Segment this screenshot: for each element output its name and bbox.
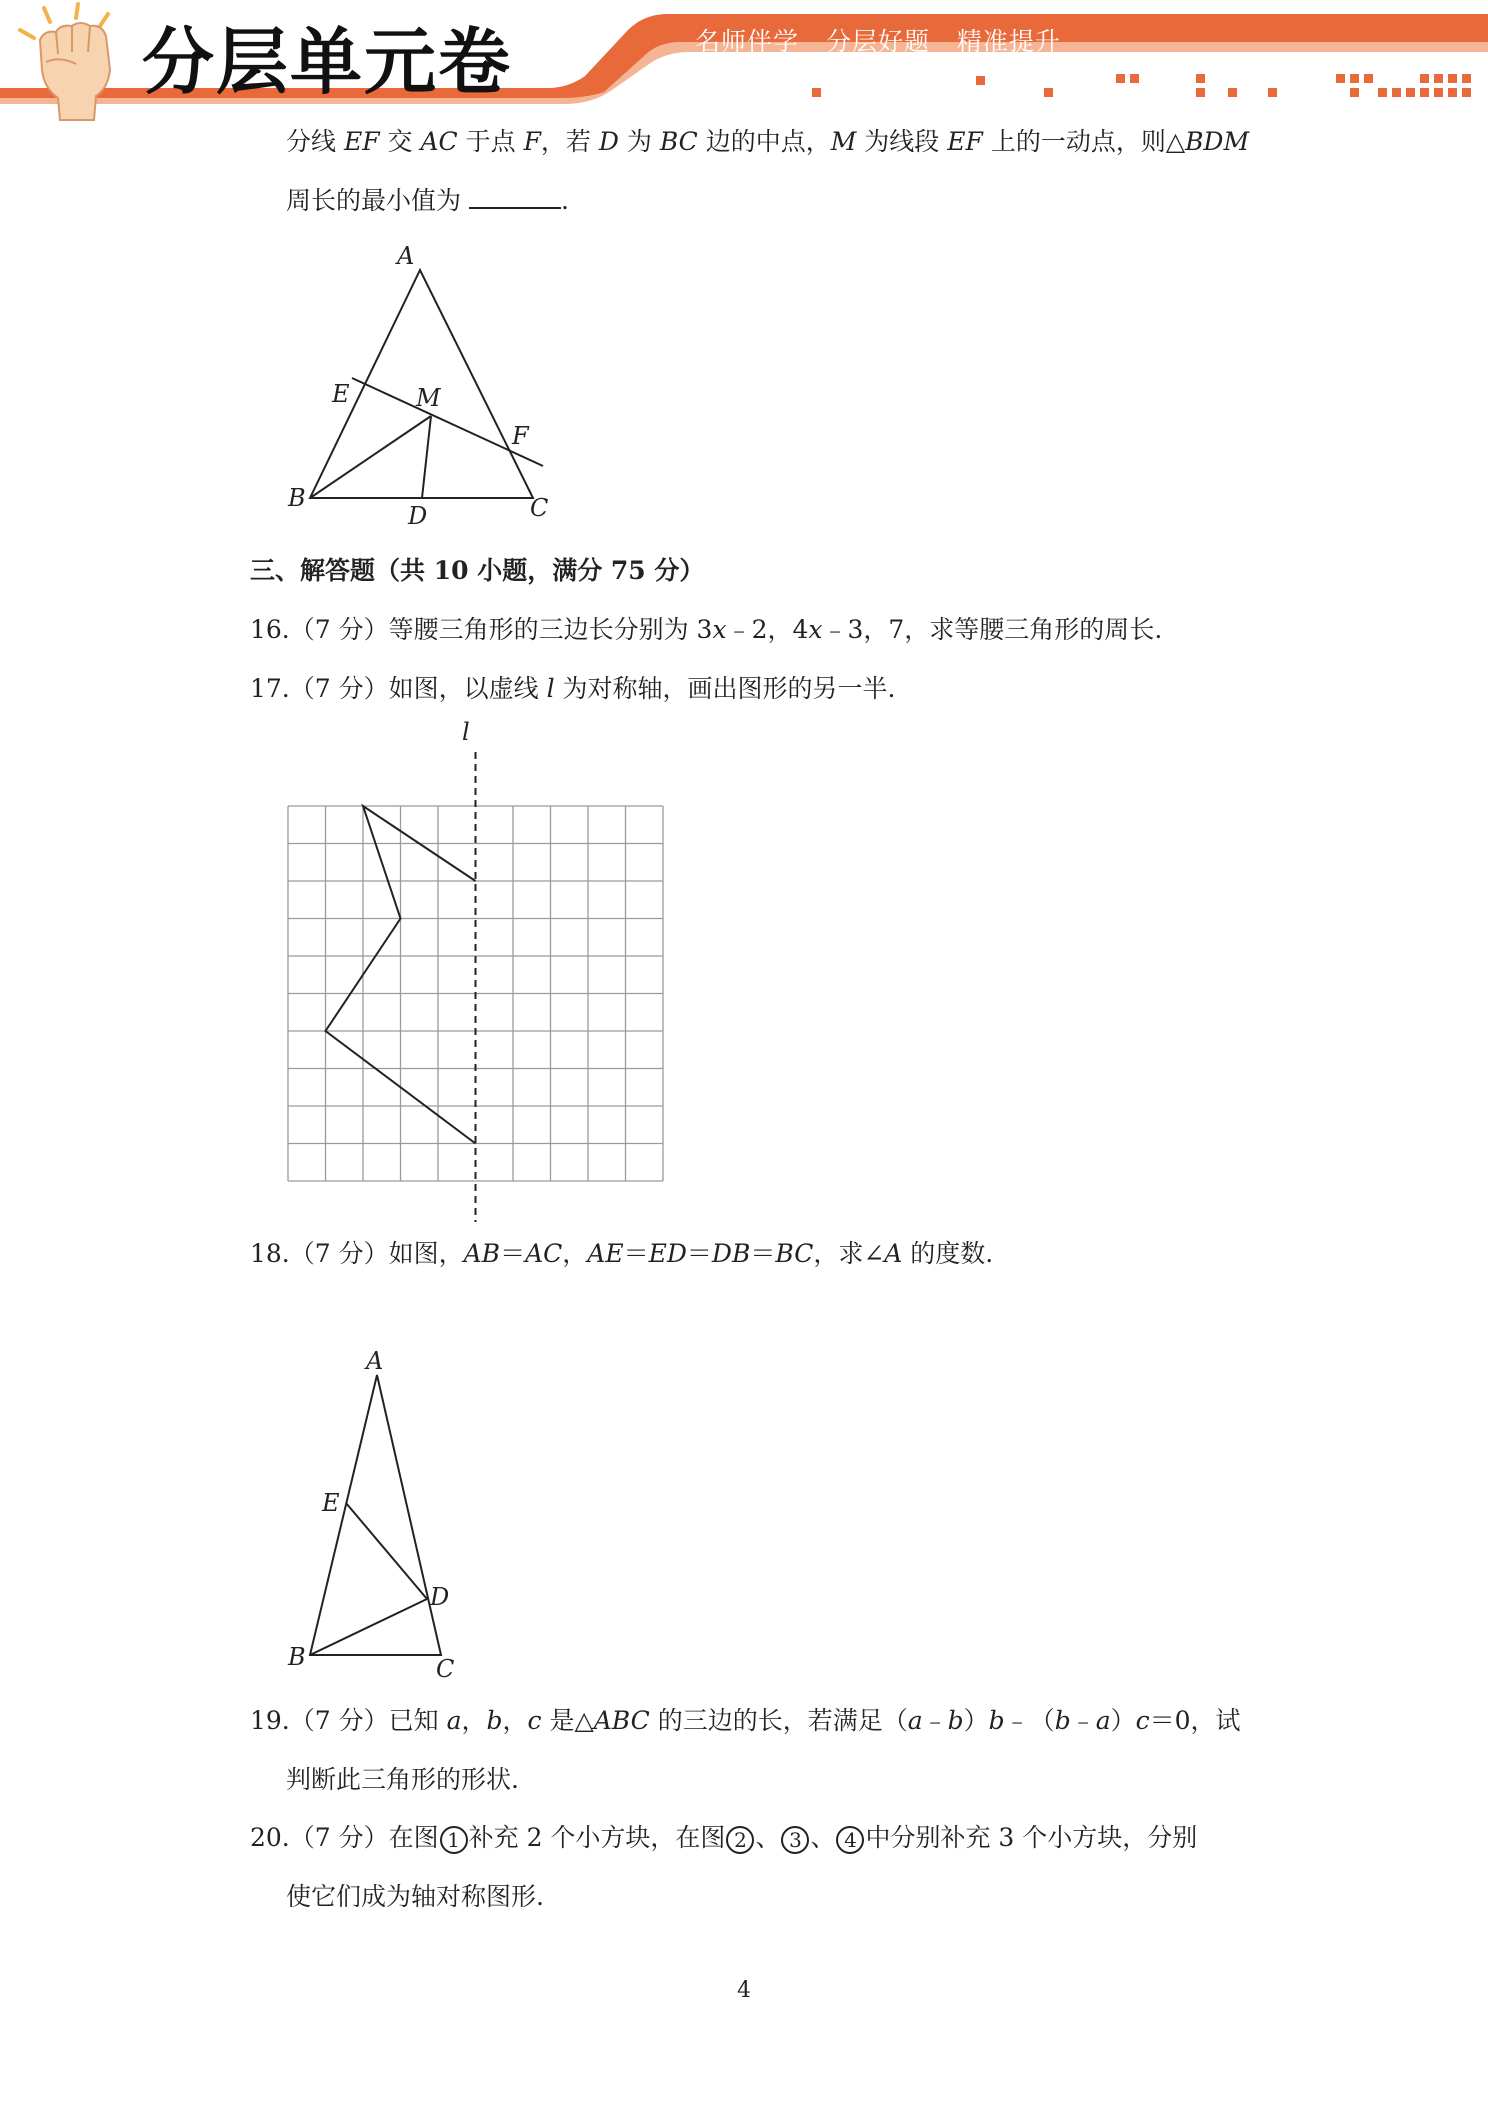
label-e: E: [322, 1489, 340, 1517]
q19-line1: 19.（7 分）已知 a，b，c 是△ABC 的三边的长，若满足（a﹣b）b﹣（b﹣a）c＝0，试: [250, 1706, 1241, 1735]
label-e: E: [332, 380, 350, 408]
page-number: 4: [737, 1978, 751, 2003]
label-d: D: [408, 502, 428, 530]
label-c: C: [436, 1655, 455, 1683]
axis-label-l: l: [462, 718, 470, 746]
label-f: F: [512, 422, 529, 450]
circled-number-4: 4: [836, 1826, 864, 1854]
segment-bm: [310, 416, 431, 498]
circled-number-2: 2: [726, 1826, 754, 1854]
header-slogan: 名师伴学 分层好题 精准提升: [695, 27, 1061, 56]
q18: 18.（7 分）如图，AB＝AC，AE＝ED＝DB＝BC，求∠A 的度数.: [250, 1239, 994, 1268]
q20-line1: 20.（7 分）在图 1 补充 2 个小方块，在图 2 、 3 、 4 中分别补充 3 个小方块，分别: [250, 1823, 1198, 1852]
label-d: D: [430, 1583, 450, 1611]
segment-md: [422, 416, 431, 498]
q20-line2: 使它们成为轴对称图形.: [286, 1882, 544, 1911]
segment-ed: [346, 1503, 427, 1599]
q16: 16.（7 分）等腰三角形的三边长分别为 3x﹣2，4x﹣3，7，求等腰三角形的周长.: [250, 615, 1163, 644]
circled-number-3: 3: [781, 1826, 809, 1854]
segment-db: [310, 1599, 427, 1655]
section-3-title: 三、解答题（共 10 小题，满分 75 分）: [250, 556, 705, 585]
label-a: A: [397, 242, 415, 270]
q15-line1: 分线 EF 交 AC 于点 F，若 D 为 BC 边的中点，M 为线段 EF 上的一动点，则△BDM: [286, 127, 1250, 156]
answer-blank: [469, 187, 561, 209]
q15-triangle-figure: [280, 240, 560, 530]
q15-line2: 周长的最小值为 .: [286, 186, 569, 215]
brand-title: 分层单元卷: [142, 20, 513, 104]
circled-number-1: 1: [440, 1826, 468, 1854]
label-m: M: [416, 384, 441, 412]
label-c: C: [530, 494, 549, 522]
label-a: A: [366, 1347, 384, 1375]
header-pixel-dots: [812, 74, 1471, 97]
label-b: B: [288, 484, 306, 512]
q17: 17.（7 分）如图，以虚线 l 为对称轴，画出图形的另一半.: [250, 674, 896, 703]
q19-line2: 判断此三角形的形状.: [286, 1765, 519, 1794]
page-header: [0, 0, 1488, 125]
q17-grid-figure: [280, 716, 680, 1226]
q18-triangle-figure: [280, 1345, 480, 1685]
label-b: B: [288, 1643, 306, 1671]
